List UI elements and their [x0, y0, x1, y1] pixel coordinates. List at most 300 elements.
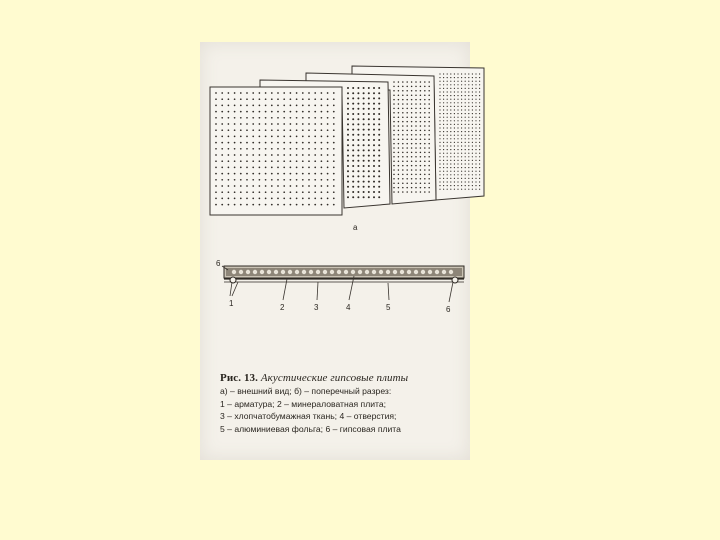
perforation-dot: [221, 105, 223, 107]
perforation-dot: [265, 160, 267, 162]
perforation-dot: [246, 136, 248, 138]
perforation-dot: [333, 167, 335, 169]
perforation-dot: [424, 165, 426, 167]
perforation-dot: [378, 160, 380, 162]
perforation-dot: [428, 116, 430, 118]
perforation-dot: [457, 156, 458, 157]
perforation-dot: [475, 153, 476, 154]
perforation-dot: [398, 108, 400, 110]
perforation-dot: [450, 138, 451, 139]
perforation-dot: [357, 170, 359, 172]
hole: [232, 270, 236, 274]
perforation-dot: [479, 77, 480, 78]
perforation-dot: [296, 123, 298, 125]
perforation-dot: [378, 155, 380, 157]
perforation-dot: [308, 185, 310, 187]
perforation-dot: [465, 178, 466, 179]
perforation-dot: [221, 198, 223, 200]
perforation-dot: [406, 165, 408, 167]
perforation-dot: [475, 174, 476, 175]
perforation-dot: [357, 108, 359, 110]
perforation-dot: [215, 191, 217, 193]
perforation-dot: [447, 178, 448, 179]
perforation-dot: [439, 171, 440, 172]
perforation-dot: [443, 167, 444, 168]
perforation-dot: [439, 156, 440, 157]
caption-line: 1 – арматура; 2 – минераловатная плита;: [220, 398, 387, 409]
perforation-dot: [475, 113, 476, 114]
perforation-dot: [378, 181, 380, 183]
perforation-dot: [347, 144, 349, 146]
perforation-dot: [373, 186, 375, 188]
perforation-dot: [352, 175, 354, 177]
perforation-dot: [321, 142, 323, 144]
perforation-dot: [347, 165, 349, 167]
perforation-dot: [252, 129, 254, 131]
perforation-dot: [234, 111, 236, 113]
perforation-dot: [420, 108, 422, 110]
perforation-dot: [415, 147, 417, 149]
perforation-dot: [454, 135, 455, 136]
perforation-dot: [398, 103, 400, 105]
perforation-dot: [406, 138, 408, 140]
perforation-dot: [271, 160, 273, 162]
caption-title-text: Акустические гипсовые плиты: [260, 372, 409, 384]
perforation-dot: [468, 138, 469, 139]
perforation-dot: [221, 148, 223, 150]
perforation-dot: [468, 73, 469, 74]
perforation-dot: [465, 120, 466, 121]
perforation-dot: [472, 160, 473, 161]
perforation-dot: [314, 142, 316, 144]
perforation-dot: [296, 142, 298, 144]
perforation-dot: [479, 149, 480, 150]
perforation-dot: [454, 95, 455, 96]
perforation-dot: [378, 103, 380, 105]
perforation-dot: [415, 169, 417, 171]
perforation-dot: [215, 105, 217, 107]
perforation-dot: [271, 123, 273, 125]
perforation-dot: [393, 90, 395, 92]
perforation-dot: [393, 191, 395, 193]
perforation-dot: [368, 108, 370, 110]
perforation-dot: [468, 113, 469, 114]
perforation-dot: [393, 187, 395, 189]
perforation-dot: [447, 145, 448, 146]
perforation-dot: [424, 143, 426, 145]
perforation-dot: [271, 167, 273, 169]
perforation-dot: [393, 108, 395, 110]
perforation-dot: [378, 191, 380, 193]
perforation-dot: [352, 149, 354, 151]
perforation-dot: [221, 191, 223, 193]
perforation-dot: [447, 84, 448, 85]
perforation-dot: [475, 145, 476, 146]
perforation-dot: [411, 165, 413, 167]
perforation-dot: [393, 178, 395, 180]
perforation-dot: [234, 92, 236, 94]
perforation-dot: [259, 123, 261, 125]
perforation-dot: [352, 113, 354, 115]
perforation-dot: [424, 99, 426, 101]
perforation-dot: [259, 154, 261, 156]
perforation-dot: [357, 103, 359, 105]
perforation-dot: [327, 129, 329, 131]
perforation-dot: [398, 156, 400, 158]
perforation-dot: [271, 154, 273, 156]
perforation-dot: [411, 125, 413, 127]
perforation-dot: [246, 167, 248, 169]
perforation-dot: [465, 106, 466, 107]
perforation-dot: [450, 99, 451, 100]
perforation-dot: [475, 127, 476, 128]
perforation-dot: [314, 98, 316, 100]
perforation-dot: [479, 102, 480, 103]
perforation-dot: [420, 152, 422, 154]
perforation-dot: [221, 123, 223, 125]
perforation-dot: [447, 117, 448, 118]
perforation-dot: [411, 143, 413, 145]
perforation-dot: [439, 109, 440, 110]
perforation-dot: [468, 153, 469, 154]
perforation-dot: [420, 165, 422, 167]
perforation-dot: [283, 123, 285, 125]
perforation-dot: [333, 185, 335, 187]
perforation-dot: [321, 191, 323, 193]
perforation-dot: [457, 181, 458, 182]
perforation-dot: [424, 90, 426, 92]
perforation-dot: [424, 156, 426, 158]
perforation-dot: [479, 113, 480, 114]
perforation-dot: [439, 138, 440, 139]
perforation-dot: [314, 154, 316, 156]
perforation-dot: [415, 112, 417, 114]
perforation-dot: [290, 98, 292, 100]
perforation-dot: [402, 147, 404, 149]
perforation-dot: [314, 129, 316, 131]
perforation-dot: [454, 117, 455, 118]
perforation-dot: [415, 178, 417, 180]
perforation-dot: [479, 138, 480, 139]
perforation-dot: [240, 154, 242, 156]
perforation-dot: [308, 167, 310, 169]
perforation-dot: [424, 191, 426, 193]
perforation-dot: [252, 92, 254, 94]
perforation-dot: [327, 185, 329, 187]
perforation-dot: [240, 111, 242, 113]
perforation-dot: [415, 116, 417, 118]
perforation-dot: [271, 148, 273, 150]
callout-2: 2: [280, 303, 285, 312]
perforation-dot: [290, 136, 292, 138]
perforation-dot: [290, 185, 292, 187]
perforation-dot: [221, 167, 223, 169]
perforation-dot: [428, 86, 430, 88]
perforation-dot: [352, 139, 354, 141]
perforation-dot: [450, 145, 451, 146]
perforation-dot: [461, 142, 462, 143]
perforation-dot: [457, 178, 458, 179]
perforation-dot: [454, 167, 455, 168]
perforation-dot: [373, 196, 375, 198]
perforation-dot: [283, 154, 285, 156]
perforation-dot: [283, 92, 285, 94]
perforation-dot: [439, 142, 440, 143]
perforation-dot: [472, 138, 473, 139]
perforation-dot: [420, 81, 422, 83]
perforation-dot: [246, 173, 248, 175]
perforation-dot: [246, 154, 248, 156]
perforation-dot: [308, 92, 310, 94]
perforation-dot: [302, 98, 304, 100]
perforation-dot: [411, 81, 413, 83]
perforation-dot: [296, 191, 298, 193]
perforation-dot: [461, 160, 462, 161]
perforation-dot: [234, 204, 236, 206]
perforation-dot: [252, 154, 254, 156]
perforation-dot: [398, 187, 400, 189]
perforation-dot: [415, 134, 417, 136]
perforation-dot: [454, 131, 455, 132]
perforation-dot: [378, 113, 380, 115]
perforation-dot: [271, 98, 273, 100]
perforation-dot: [424, 103, 426, 105]
perforation-dot: [424, 125, 426, 127]
perforation-dot: [424, 160, 426, 162]
perforation-dot: [411, 138, 413, 140]
hole: [295, 270, 299, 274]
perforation-dot: [450, 189, 451, 190]
perforation-dot: [259, 92, 261, 94]
perforation-dot: [443, 149, 444, 150]
perforation-dot: [461, 171, 462, 172]
hole: [400, 270, 404, 274]
perforation-dot: [302, 198, 304, 200]
perforation-dot: [454, 189, 455, 190]
perforation-dot: [402, 94, 404, 96]
perforation-dot: [420, 147, 422, 149]
perforation-dot: [363, 118, 365, 120]
perforation-dot: [406, 191, 408, 193]
perforation-dot: [454, 99, 455, 100]
perforation-dot: [424, 174, 426, 176]
perforation-dot: [457, 84, 458, 85]
perforation-dot: [439, 178, 440, 179]
perforation-dot: [378, 134, 380, 136]
perforation-dot: [368, 191, 370, 193]
perforation-dot: [283, 136, 285, 138]
perforation-dot: [363, 149, 365, 151]
perforation-dot: [450, 91, 451, 92]
perforation-dot: [428, 138, 430, 140]
label-a: а: [353, 223, 358, 232]
perforation-dot: [265, 148, 267, 150]
perforation-dot: [259, 179, 261, 181]
perforation-dot: [465, 102, 466, 103]
perforation-dot: [461, 153, 462, 154]
perforation-dot: [378, 108, 380, 110]
perforation-dot: [424, 108, 426, 110]
perforation-dot: [398, 165, 400, 167]
perforation-dot: [393, 99, 395, 101]
perforation-dot: [479, 124, 480, 125]
perforation-dot: [215, 179, 217, 181]
perforation-dot: [479, 131, 480, 132]
perforation-dot: [246, 105, 248, 107]
perforation-dot: [296, 129, 298, 131]
callout-6-top: 6: [216, 259, 221, 268]
perforation-dot: [363, 92, 365, 94]
hole: [309, 270, 313, 274]
perforation-dot: [450, 160, 451, 161]
perforation-dot: [472, 153, 473, 154]
perforation-dot: [457, 109, 458, 110]
perforation-dot: [406, 112, 408, 114]
perforation-dot: [265, 142, 267, 144]
perforation-dot: [461, 102, 462, 103]
hole: [330, 270, 334, 274]
hole: [393, 270, 397, 274]
perforation-dot: [240, 98, 242, 100]
perforation-dot: [475, 131, 476, 132]
perforation-dot: [461, 181, 462, 182]
perforation-dot: [472, 117, 473, 118]
perforation-dot: [472, 91, 473, 92]
callout-3: 3: [314, 303, 319, 312]
perforation-dot: [347, 175, 349, 177]
perforation-dot: [472, 167, 473, 168]
perforation-dot: [402, 99, 404, 101]
perforation-dot: [454, 81, 455, 82]
perforation-dot: [443, 131, 444, 132]
perforation-dot: [450, 142, 451, 143]
perforation-dot: [271, 111, 273, 113]
perforation-dot: [296, 136, 298, 138]
perforation-dot: [327, 173, 329, 175]
perforation-dot: [461, 84, 462, 85]
perforation-dot: [321, 185, 323, 187]
perforation-dot: [234, 191, 236, 193]
hole: [246, 270, 250, 274]
perforation-dot: [347, 129, 349, 131]
perforation-dot: [450, 181, 451, 182]
perforation-dot: [308, 160, 310, 162]
perforation-dot: [402, 108, 404, 110]
caption-line: а) – внешний вид; б) – поперечный разрез:: [220, 385, 392, 396]
perforation-dot: [479, 109, 480, 110]
perforation-dot: [454, 113, 455, 114]
perforation-dot: [277, 173, 279, 175]
perforation-dot: [398, 90, 400, 92]
perforation-dot: [402, 103, 404, 105]
perforation-dot: [428, 81, 430, 83]
perforation-dot: [373, 160, 375, 162]
perforation-dot: [398, 182, 400, 184]
perforation-dot: [479, 106, 480, 107]
perforation-dot: [363, 144, 365, 146]
perforation-dot: [406, 147, 408, 149]
perforation-dot: [373, 129, 375, 131]
perforation-dot: [283, 160, 285, 162]
perforation-dot: [450, 131, 451, 132]
perforation-dot: [454, 185, 455, 186]
perforation-dot: [277, 185, 279, 187]
perforation-dot: [411, 134, 413, 136]
perforation-dot: [398, 169, 400, 171]
perforation-dot: [439, 181, 440, 182]
perforation-dot: [277, 123, 279, 125]
perforation-dot: [271, 117, 273, 119]
perforation-dot: [428, 187, 430, 189]
perforation-dot: [402, 160, 404, 162]
perforation-dot: [450, 73, 451, 74]
perforation-dot: [428, 134, 430, 136]
perforation-dot: [228, 117, 230, 119]
perforation-dot: [302, 117, 304, 119]
perforation-dot: [321, 179, 323, 181]
perforation-dot: [378, 196, 380, 198]
perforation-dot: [447, 109, 448, 110]
perforation-dot: [465, 153, 466, 154]
perforation-dot: [277, 179, 279, 181]
perforation-dot: [443, 106, 444, 107]
perforation-dot: [443, 73, 444, 74]
perforation-dot: [333, 129, 335, 131]
perforation-dot: [472, 185, 473, 186]
perforation-dot: [352, 123, 354, 125]
perforation-dot: [398, 121, 400, 123]
perforation-dot: [450, 120, 451, 121]
perforation-dot: [479, 135, 480, 136]
perforation-dot: [347, 139, 349, 141]
perforation-dot: [373, 139, 375, 141]
perforation-dot: [357, 92, 359, 94]
perforation-dot: [457, 106, 458, 107]
perforation-dot: [265, 167, 267, 169]
perforation-dot: [424, 138, 426, 140]
plate-1-front: [210, 87, 342, 215]
perforation-dot: [447, 153, 448, 154]
perforation-dot: [439, 160, 440, 161]
perforation-dot: [277, 92, 279, 94]
perforation-dot: [228, 98, 230, 100]
perforation-dot: [415, 156, 417, 158]
perforation-dot: [373, 118, 375, 120]
perforation-dot: [352, 191, 354, 193]
perforation-dot: [420, 94, 422, 96]
perforation-dot: [457, 77, 458, 78]
perforation-dot: [368, 118, 370, 120]
perforation-dot: [479, 160, 480, 161]
perforation-dot: [240, 173, 242, 175]
perforation-dot: [475, 142, 476, 143]
perforation-dot: [428, 108, 430, 110]
perforation-dot: [468, 189, 469, 190]
perforation-dot: [443, 138, 444, 139]
perforation-dot: [265, 154, 267, 156]
perforation-dot: [296, 198, 298, 200]
perforation-dot: [402, 90, 404, 92]
perforation-dot: [479, 81, 480, 82]
perforation-dot: [439, 84, 440, 85]
perforation-dot: [215, 111, 217, 113]
perforation-dot: [402, 112, 404, 114]
hole: [260, 270, 264, 274]
perforation-dot: [443, 88, 444, 89]
perforation-dot: [314, 105, 316, 107]
perforation-dot: [447, 174, 448, 175]
perforation-dot: [428, 156, 430, 158]
